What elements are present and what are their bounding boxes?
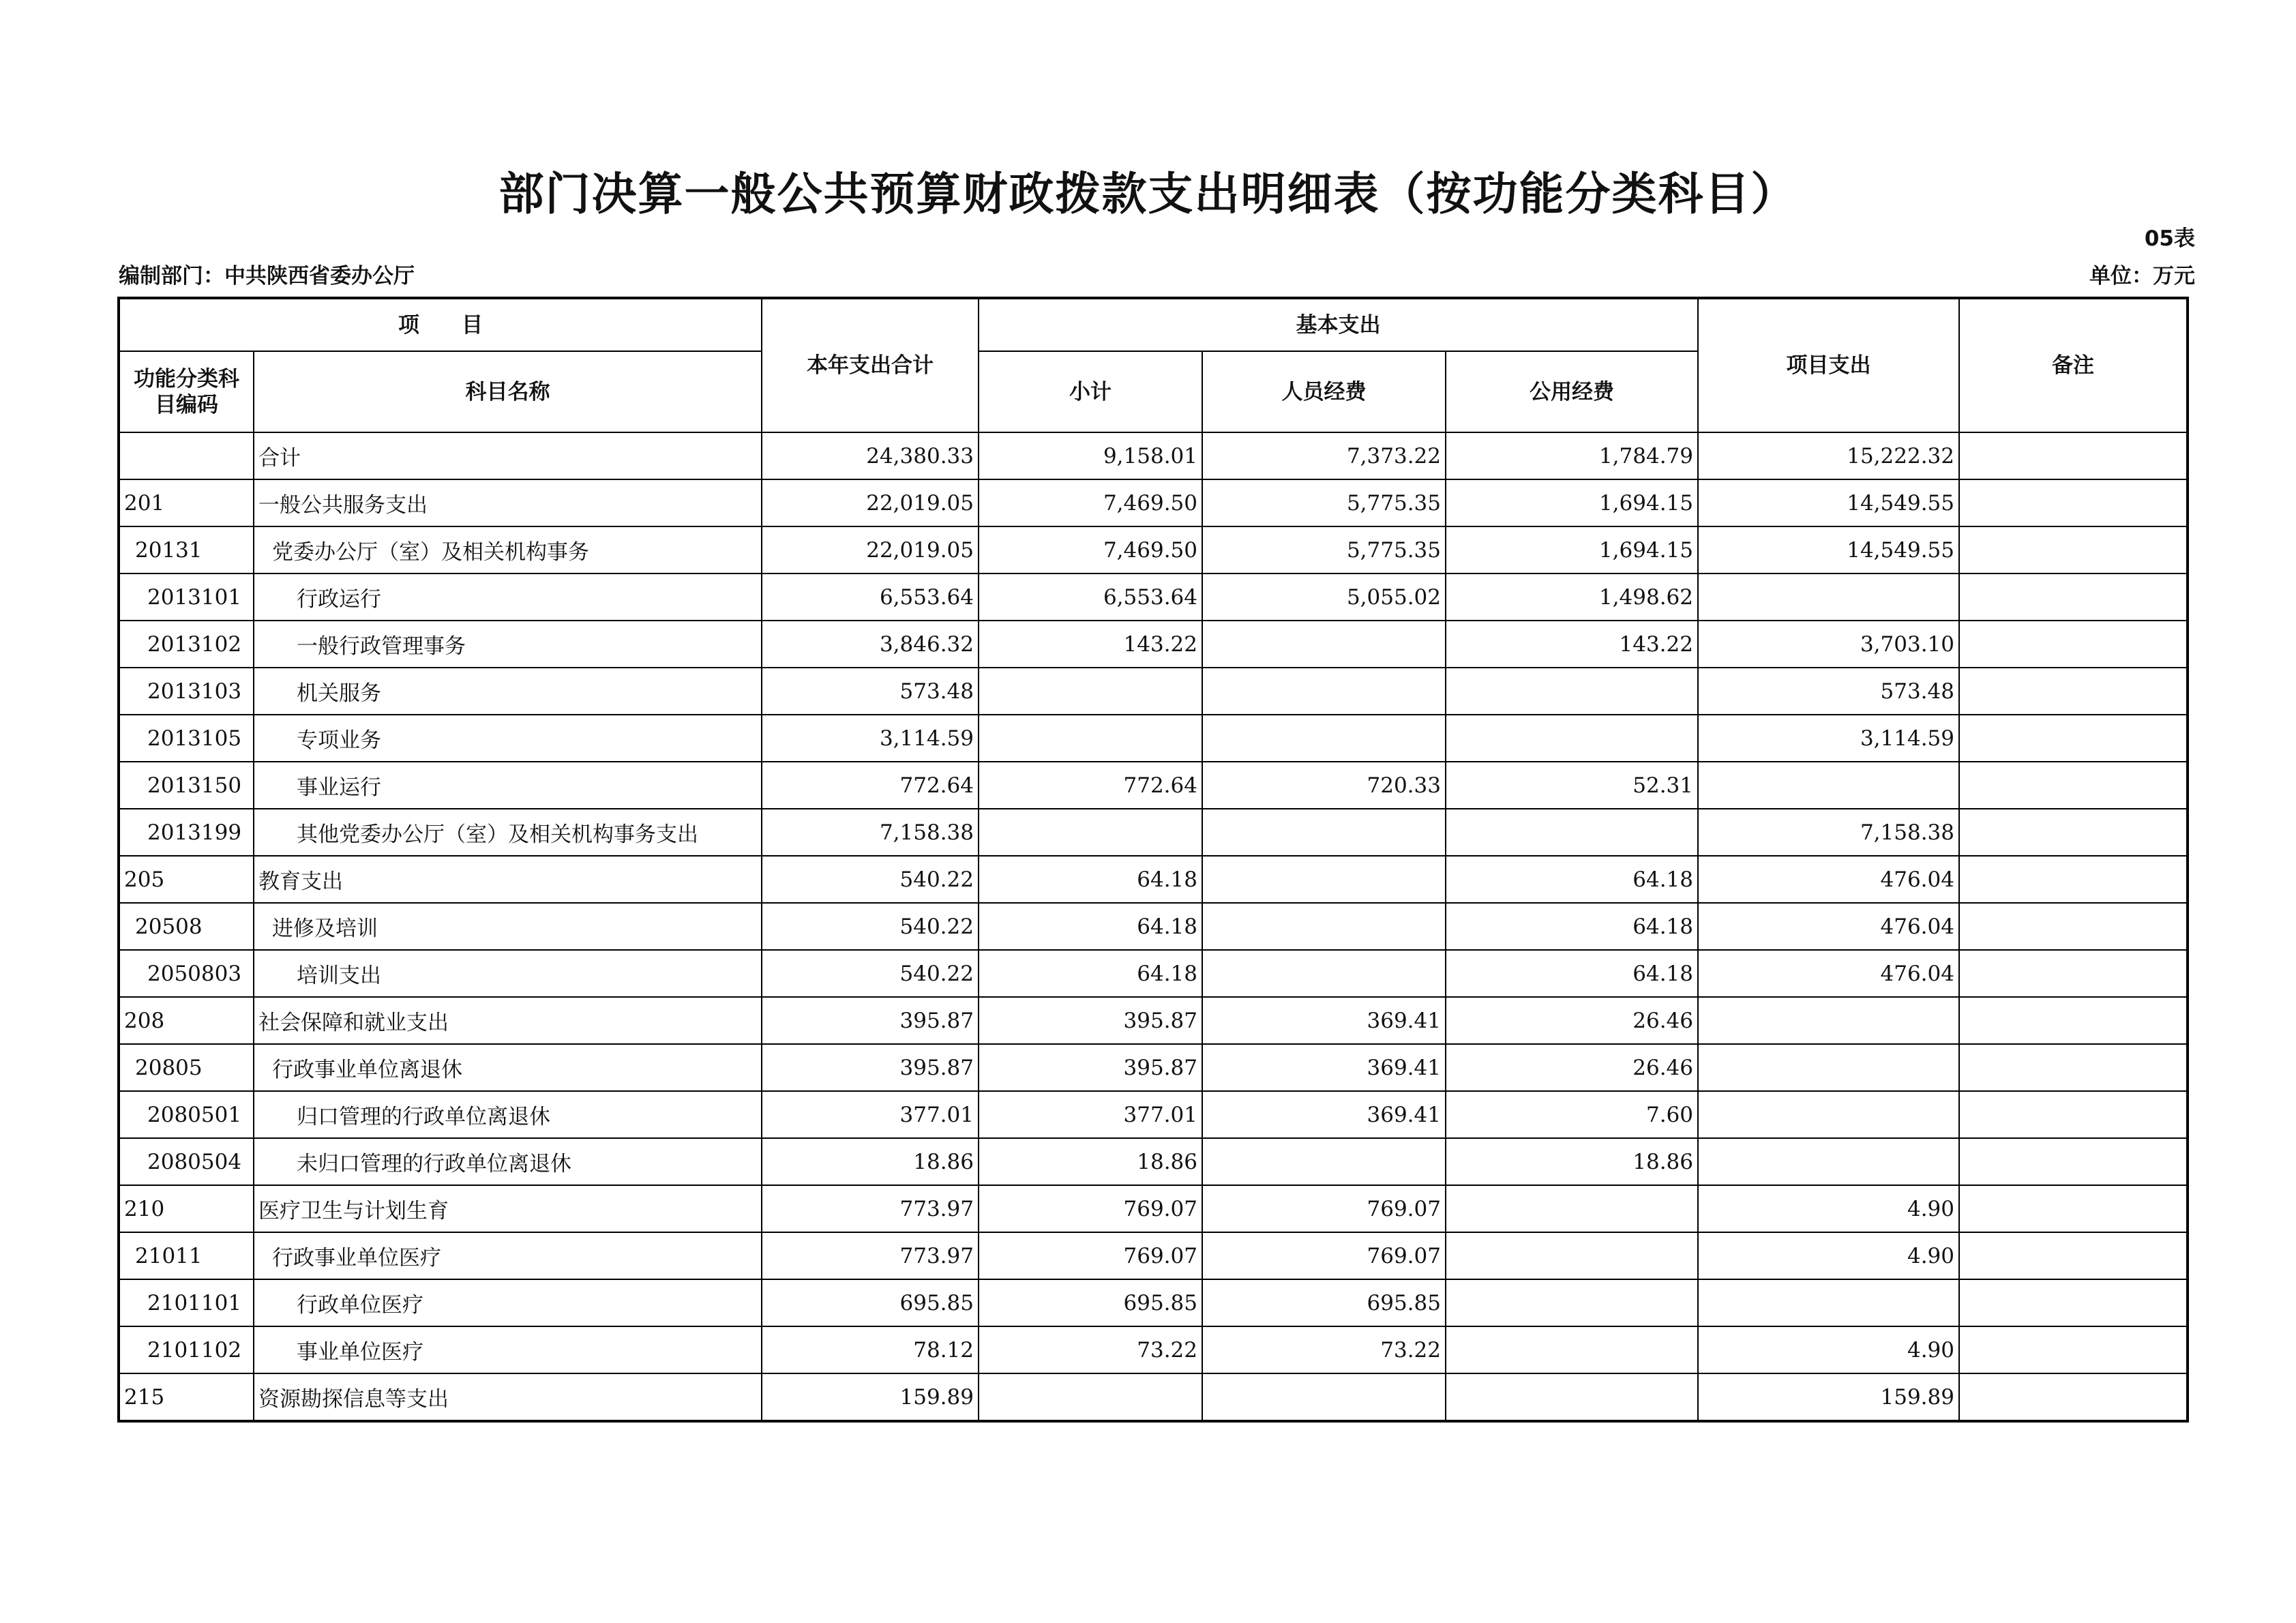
cell-remark	[1959, 479, 2188, 526]
table-row	[119, 432, 2188, 479]
cell-remark	[1959, 574, 2188, 621]
cell-project: 15,222.32	[1698, 432, 1959, 479]
cell-subtotal: 7,469.50	[979, 526, 1202, 574]
cell-total: 18.86	[762, 1138, 979, 1185]
cell-code: 215	[119, 1373, 254, 1421]
cell-public: 26.46	[1446, 997, 1698, 1044]
header-personnel: 人员经费	[1202, 351, 1446, 432]
cell-subtotal: 64.18	[979, 856, 1202, 903]
cell-code: 20805	[119, 1044, 254, 1091]
cell-subtotal	[979, 809, 1202, 856]
cell-name: 专项业务	[254, 715, 762, 762]
cell-remark	[1959, 997, 2188, 1044]
cell-personnel: 5,055.02	[1202, 574, 1446, 621]
cell-remark	[1959, 762, 2188, 809]
cell-subtotal: 7,469.50	[979, 479, 1202, 526]
cell-remark	[1959, 1326, 2188, 1373]
cell-total: 377.01	[762, 1091, 979, 1138]
cell-total: 3,846.32	[762, 621, 979, 668]
cell-total: 22,019.05	[762, 479, 979, 526]
cell-remark	[1959, 809, 2188, 856]
cell-personnel	[1202, 809, 1446, 856]
cell-total: 395.87	[762, 1044, 979, 1091]
table-row	[119, 1279, 2188, 1326]
table-row	[119, 715, 2188, 762]
cell-public: 52.31	[1446, 762, 1698, 809]
cell-subtotal	[979, 715, 1202, 762]
cell-public: 1,498.62	[1446, 574, 1698, 621]
header-item: 项 目	[119, 298, 762, 351]
cell-personnel	[1202, 715, 1446, 762]
cell-name: 资源勘探信息等支出	[254, 1373, 762, 1421]
cell-code: 205	[119, 856, 254, 903]
cell-subtotal	[979, 668, 1202, 715]
cell-remark	[1959, 1232, 2188, 1279]
table-row	[119, 1091, 2188, 1138]
table-body	[119, 432, 2188, 1421]
cell-remark	[1959, 621, 2188, 668]
table-row	[119, 903, 2188, 950]
table-row	[119, 856, 2188, 903]
cell-public	[1446, 809, 1698, 856]
cell-personnel	[1202, 1373, 1446, 1421]
table-row	[119, 574, 2188, 621]
cell-personnel: 769.07	[1202, 1185, 1446, 1232]
cell-project: 3,703.10	[1698, 621, 1959, 668]
expenditure-table	[117, 297, 2189, 1423]
cell-name: 社会保障和就业支出	[254, 997, 762, 1044]
table-row	[119, 997, 2188, 1044]
cell-subtotal: 769.07	[979, 1232, 1202, 1279]
cell-name: 其他党委办公厅（室）及相关机构事务支出	[254, 809, 762, 856]
cell-project: 14,549.55	[1698, 479, 1959, 526]
cell-total: 540.22	[762, 950, 979, 997]
unit-label: 单位：万元	[2089, 264, 2195, 288]
cell-code: 2080501	[119, 1091, 254, 1138]
cell-remark	[1959, 1373, 2188, 1421]
header-basic: 基本支出	[979, 298, 1698, 351]
cell-public: 18.86	[1446, 1138, 1698, 1185]
cell-subtotal: 772.64	[979, 762, 1202, 809]
cell-total: 395.87	[762, 997, 979, 1044]
cell-project	[1698, 574, 1959, 621]
cell-total: 7,158.38	[762, 809, 979, 856]
cell-personnel: 5,775.35	[1202, 526, 1446, 574]
cell-total: 773.97	[762, 1185, 979, 1232]
cell-remark	[1959, 715, 2188, 762]
cell-public: 64.18	[1446, 856, 1698, 903]
cell-project	[1698, 1279, 1959, 1326]
cell-personnel	[1202, 668, 1446, 715]
cell-total: 573.48	[762, 668, 979, 715]
cell-subtotal: 64.18	[979, 903, 1202, 950]
cell-subtotal: 143.22	[979, 621, 1202, 668]
header-remark: 备注	[1959, 298, 2188, 432]
cell-code: 201	[119, 479, 254, 526]
cell-public	[1446, 715, 1698, 762]
cell-remark	[1959, 1138, 2188, 1185]
cell-name: 事业运行	[254, 762, 762, 809]
cell-subtotal: 395.87	[979, 1044, 1202, 1091]
cell-personnel: 73.22	[1202, 1326, 1446, 1373]
cell-public: 64.18	[1446, 950, 1698, 997]
cell-public	[1446, 1232, 1698, 1279]
cell-name: 一般行政管理事务	[254, 621, 762, 668]
cell-public: 1,784.79	[1446, 432, 1698, 479]
cell-total: 695.85	[762, 1279, 979, 1326]
cell-public	[1446, 1326, 1698, 1373]
cell-name: 培训支出	[254, 950, 762, 997]
cell-subtotal	[979, 1373, 1202, 1421]
cell-total: 772.64	[762, 762, 979, 809]
header-code: 功能分类科目编码	[119, 351, 254, 432]
cell-project	[1698, 1138, 1959, 1185]
cell-name: 行政运行	[254, 574, 762, 621]
table-row	[119, 1044, 2188, 1091]
cell-subtotal: 64.18	[979, 950, 1202, 997]
table-row	[119, 668, 2188, 715]
cell-personnel: 369.41	[1202, 1044, 1446, 1091]
cell-name: 机关服务	[254, 668, 762, 715]
cell-personnel: 720.33	[1202, 762, 1446, 809]
cell-code: 20131	[119, 526, 254, 574]
cell-public: 64.18	[1446, 903, 1698, 950]
cell-project: 4.90	[1698, 1326, 1959, 1373]
cell-subtotal: 395.87	[979, 997, 1202, 1044]
cell-project: 7,158.38	[1698, 809, 1959, 856]
cell-name: 医疗卫生与计划生育	[254, 1185, 762, 1232]
cell-name: 行政单位医疗	[254, 1279, 762, 1326]
cell-personnel: 5,775.35	[1202, 479, 1446, 526]
table-row	[119, 1232, 2188, 1279]
cell-project: 573.48	[1698, 668, 1959, 715]
cell-total: 24,380.33	[762, 432, 979, 479]
table-row	[119, 762, 2188, 809]
cell-public: 143.22	[1446, 621, 1698, 668]
table-row	[119, 1185, 2188, 1232]
cell-total: 540.22	[762, 903, 979, 950]
cell-project: 14,549.55	[1698, 526, 1959, 574]
cell-code: 2013103	[119, 668, 254, 715]
cell-subtotal: 377.01	[979, 1091, 1202, 1138]
cell-total: 22,019.05	[762, 526, 979, 574]
header-subtotal: 小计	[979, 351, 1202, 432]
cell-project: 476.04	[1698, 950, 1959, 997]
cell-name: 行政事业单位医疗	[254, 1232, 762, 1279]
cell-remark	[1959, 1044, 2188, 1091]
cell-personnel	[1202, 1138, 1446, 1185]
cell-remark	[1959, 668, 2188, 715]
cell-total: 159.89	[762, 1373, 979, 1421]
cell-code: 2101102	[119, 1326, 254, 1373]
table-row	[119, 1373, 2188, 1421]
cell-subtotal: 769.07	[979, 1185, 1202, 1232]
cell-subtotal: 73.22	[979, 1326, 1202, 1373]
cell-code: 208	[119, 997, 254, 1044]
cell-project: 159.89	[1698, 1373, 1959, 1421]
cell-remark	[1959, 526, 2188, 574]
cell-name: 党委办公厅（室）及相关机构事务	[254, 526, 762, 574]
table-row	[119, 479, 2188, 526]
cell-remark	[1959, 1091, 2188, 1138]
cell-personnel	[1202, 621, 1446, 668]
cell-code: 2013105	[119, 715, 254, 762]
cell-project	[1698, 997, 1959, 1044]
page-title: 部门决算一般公共预算财政拨款支出明细表（按功能分类科目）	[498, 168, 1798, 220]
table-row	[119, 809, 2188, 856]
cell-total: 6,553.64	[762, 574, 979, 621]
cell-remark	[1959, 950, 2188, 997]
cell-remark	[1959, 1279, 2188, 1326]
cell-subtotal: 18.86	[979, 1138, 1202, 1185]
cell-project: 476.04	[1698, 903, 1959, 950]
table-row	[119, 621, 2188, 668]
header-total: 本年支出合计	[762, 298, 979, 432]
cell-code: 2013199	[119, 809, 254, 856]
cell-remark	[1959, 432, 2188, 479]
cell-name: 事业单位医疗	[254, 1326, 762, 1373]
cell-project: 476.04	[1698, 856, 1959, 903]
cell-code	[119, 432, 254, 479]
cell-name: 归口管理的行政单位离退休	[254, 1091, 762, 1138]
compiling-department: 编制部门：中共陕西省委办公厅	[119, 264, 415, 288]
table-row	[119, 1326, 2188, 1373]
header-project: 项目支出	[1698, 298, 1959, 432]
cell-code: 21011	[119, 1232, 254, 1279]
cell-public: 1,694.15	[1446, 479, 1698, 526]
cell-remark	[1959, 1185, 2188, 1232]
cell-public	[1446, 1373, 1698, 1421]
cell-project: 3,114.59	[1698, 715, 1959, 762]
cell-code: 2013101	[119, 574, 254, 621]
cell-code: 2050803	[119, 950, 254, 997]
cell-public: 26.46	[1446, 1044, 1698, 1091]
cell-public	[1446, 668, 1698, 715]
cell-name: 行政事业单位离退休	[254, 1044, 762, 1091]
cell-code: 20508	[119, 903, 254, 950]
cell-personnel: 369.41	[1202, 1091, 1446, 1138]
cell-personnel: 369.41	[1202, 997, 1446, 1044]
cell-subtotal: 6,553.64	[979, 574, 1202, 621]
cell-name: 进修及培训	[254, 903, 762, 950]
table-row	[119, 950, 2188, 997]
cell-code: 2013102	[119, 621, 254, 668]
cell-code: 2013150	[119, 762, 254, 809]
cell-name: 未归口管理的行政单位离退休	[254, 1138, 762, 1185]
header-name: 科目名称	[254, 351, 762, 432]
cell-code: 210	[119, 1185, 254, 1232]
table-number: 05表	[2144, 226, 2195, 251]
cell-public	[1446, 1279, 1698, 1326]
cell-code: 2101101	[119, 1279, 254, 1326]
cell-total: 78.12	[762, 1326, 979, 1373]
cell-project	[1698, 1091, 1959, 1138]
cell-project	[1698, 1044, 1959, 1091]
cell-personnel	[1202, 950, 1446, 997]
cell-total: 773.97	[762, 1232, 979, 1279]
cell-remark	[1959, 856, 2188, 903]
cell-total: 3,114.59	[762, 715, 979, 762]
cell-personnel: 7,373.22	[1202, 432, 1446, 479]
table-row	[119, 526, 2188, 574]
cell-name: 教育支出	[254, 856, 762, 903]
cell-personnel: 695.85	[1202, 1279, 1446, 1326]
cell-code: 2080504	[119, 1138, 254, 1185]
cell-subtotal: 9,158.01	[979, 432, 1202, 479]
header-public: 公用经费	[1446, 351, 1698, 432]
cell-project: 4.90	[1698, 1185, 1959, 1232]
cell-name: 一般公共服务支出	[254, 479, 762, 526]
cell-personnel	[1202, 903, 1446, 950]
cell-total: 540.22	[762, 856, 979, 903]
cell-remark	[1959, 903, 2188, 950]
cell-public	[1446, 1185, 1698, 1232]
cell-name: 合计	[254, 432, 762, 479]
cell-personnel	[1202, 856, 1446, 903]
cell-project: 4.90	[1698, 1232, 1959, 1279]
cell-subtotal: 695.85	[979, 1279, 1202, 1326]
cell-public: 1,694.15	[1446, 526, 1698, 574]
cell-project	[1698, 762, 1959, 809]
cell-personnel: 769.07	[1202, 1232, 1446, 1279]
cell-public: 7.60	[1446, 1091, 1698, 1138]
table-row	[119, 1138, 2188, 1185]
